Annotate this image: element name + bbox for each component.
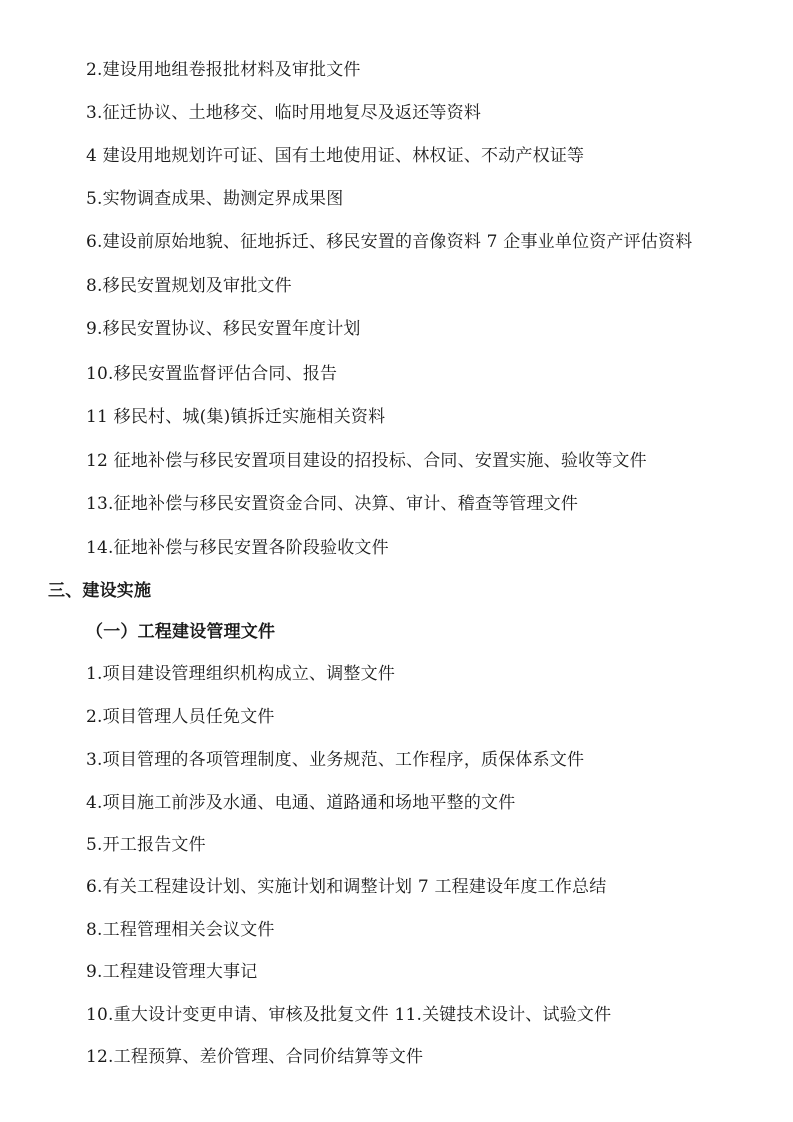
list-item: 2.项目管理人员任免文件: [86, 707, 275, 727]
section-heading: 三、建设实施: [48, 581, 152, 601]
list-item: 5.开工报告文件: [86, 835, 206, 855]
list-item: 8.移民安置规划及审批文件: [86, 276, 292, 296]
list-item: 10.重大设计变更申请、审核及批复文件 11.关键技术设计、试验文件: [86, 1005, 612, 1025]
list-item: 10.移民安置监督评估合同、报告: [86, 364, 338, 384]
list-item: 14.征地补偿与移民安置各阶段验收文件: [86, 538, 389, 558]
list-item: 3.项目管理的各项管理制度、业务规范、工作程序，质保体系文件: [86, 750, 585, 770]
list-item: 3.征迁协议、土地移交、临时用地复尽及返还等资料: [86, 103, 482, 123]
list-item: 1.项目建设管理组织机构成立、调整文件: [86, 664, 396, 684]
list-item: 5.实物调查成果、勘测定界成果图: [86, 189, 344, 209]
list-item: 6.建设前原始地貌、征地拆迁、移民安置的音像资料 7 企事业单位资产评估资料: [86, 232, 693, 252]
list-item: 9.移民安置协议、移民安置年度计划: [86, 319, 361, 339]
list-item: 11 移民村、城(集)镇拆迁实施相关资料: [86, 407, 386, 427]
list-item: 8.工程管理相关会议文件: [86, 920, 275, 940]
list-item: 4.项目施工前涉及水通、电通、道路通和场地平整的文件: [86, 793, 516, 813]
list-item: 9.工程建设管理大事记: [86, 962, 258, 982]
list-item: 2.建设用地组卷报批材料及审批文件: [86, 60, 361, 80]
list-item: 13.征地补偿与移民安置资金合同、决算、审计、稽查等管理文件: [86, 494, 579, 514]
list-item: 12.工程预算、差价管理、合同价结算等文件: [86, 1047, 424, 1067]
list-item: 4 建设用地规划许可证、国有土地使用证、林权证、不动产权证等: [86, 146, 585, 166]
subsection-heading: （一）工程建设管理文件: [86, 622, 276, 642]
list-item: 12 征地补偿与移民安置项目建设的招投标、合同、安置实施、验收等文件: [86, 451, 647, 471]
list-item: 6.有关工程建设计划、实施计划和调整计划 7 工程建设年度工作总结: [86, 877, 607, 897]
